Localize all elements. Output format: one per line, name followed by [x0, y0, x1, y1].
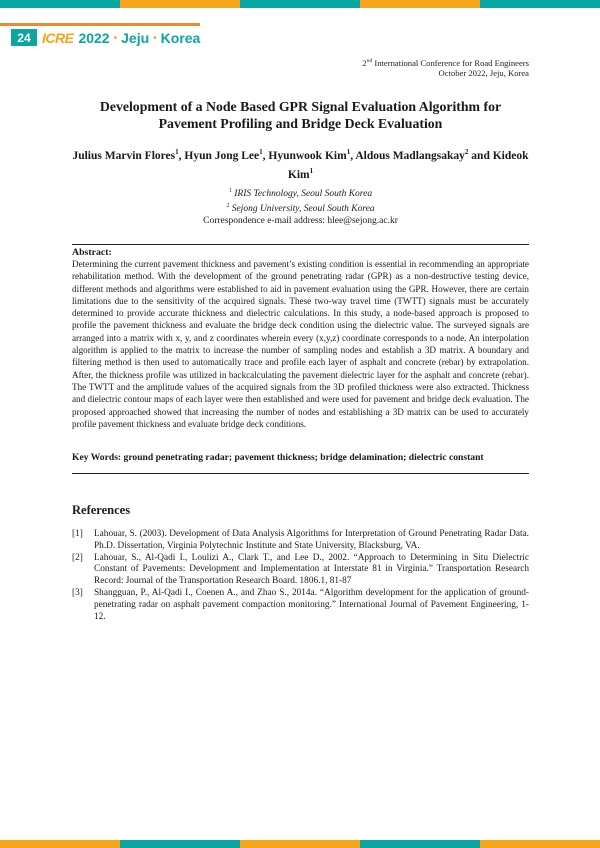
keywords: Key Words: ground penetrating radar; pavement thickness; bridge delamination; dielectric constant	[72, 452, 484, 463]
conference-date-place: October 2022, Jeju, Korea	[438, 68, 529, 79]
reference-item	[72, 529, 529, 553]
page-number: 24	[17, 30, 31, 45]
logo-year: 2022	[78, 30, 110, 46]
reference-text: Lahouar, S. (2003). Development of Data Analysis Algorithms for Interpretation of Ground Penetrating Radar Data. Ph.D. Dissertation, Virginia Polytechnic Institute and State University, Blacksburg, VA.	[94, 529, 529, 551]
reference-list	[72, 529, 529, 623]
affiliation: $^1$ IRIS Technology, Seoul South Korea	[228, 188, 373, 200]
header-accent-line	[0, 23, 200, 26]
keywords-bottom-rule	[72, 473, 529, 474]
reference-number: [1]	[72, 529, 83, 539]
author: Kideok Kim$^1$	[287, 149, 529, 182]
top-color-band	[0, 0, 600, 8]
reference-item	[72, 553, 529, 588]
abstract-heading: Abstract:	[72, 247, 112, 258]
references-heading: References	[72, 503, 131, 517]
author: Hyun Jong Lee$^1$,	[184, 148, 269, 162]
author-list	[72, 145, 529, 184]
affiliations	[72, 185, 529, 227]
conference-info	[362, 56, 529, 79]
author: Julius Marvin Flores$^1$,	[72, 148, 185, 162]
author: Aldous Madlangsakay$^2$ and	[355, 148, 493, 162]
reference-item	[72, 588, 529, 623]
author: Hyunwook Kim$^1$,	[268, 148, 356, 162]
logo-city: Jeju	[121, 30, 150, 46]
conference-logo	[42, 29, 200, 47]
abstract-text: Determining the current pavement thickness and pavement’s existing condition is essential in recommending an appropriate rehabilitation method. With the development of the ground penetrating radar (GPR) as a non-destructive testing device, different methods and algorithms were established to aid in pavement evaluation using the GPR. However, there are certain limitations due to the sensitivity of the acquired signals. These two-way travel time (TWTT) signals must be accurately determined to provide accurate thickness and dielectric calculations. In this study, a node-based approach is proposed to profile the pavement thickness and evaluate the bridge deck condition using the dielectric value. The surveyed signals are arranged into a matrix with x, y, and z coordinates wherein every (x,y,z) coordinate corresponds to a node. An interpolation algorithm is applied to the matrix to increase the number of sampling nodes and establish a 3D matrix. A boundary and filtering method is then used to automatically trace and profile each layer of asphalt and concrete (rebar) by extrapolation. After, the thickness profile was utilized in backcalculating the pavement dielectric layer for the asphalt and concrete (rebar). The TWTT and the amplitude values of the acquired signals from the 3D profiled thickness were also extracted. Thickness and dielectric contour maps of each layer were then established and were used for pavement and bridge deck evaluation. The proposed approached showed that increasing the number of nodes and establishing a 3D matrix can be used to accurately profile pavement thickness and evaluate bridge deck conditions.	[72, 259, 529, 429]
reference-text: Lahouar, S., Al-Qadi I., Loulizi A., Clark T., and Lee D., 2002. “Approach to Determining in Situ Dielectric Constant of Pavements: Development and Implementation at Interstate 81 in Virginia.” Transportation Research Record: Journal of the Transportation Research Board. 1806.1, 81-87	[94, 552, 529, 587]
bottom-color-band	[0, 840, 600, 848]
affiliation: $^2$ Sejong University, Seoul South Korea	[226, 203, 375, 215]
reference-number: [3]	[72, 587, 83, 598]
abstract-top-rule	[72, 244, 529, 245]
reference-number: [2]	[72, 552, 83, 563]
conference-name: 2nd International Conference for Road Engineers	[362, 57, 529, 68]
reference-text: Shangguan, P., Al-Qadi I., Coenen A., and Zhao S., 2014a. “Algorithm development for the application of ground-penetrating radar on asphalt pavement compaction monitoring.” International Journal of Pavement Engineering, 1-12.	[94, 587, 529, 622]
paper-title: Development of a Node Based GPR Signal Evaluation Algorithm for Pavement Profiling and Bridge Deck Evaluation	[99, 99, 502, 131]
logo-wordmark: ICRE	[42, 30, 74, 46]
page-number-badge	[11, 29, 37, 46]
logo-country: Korea	[160, 30, 201, 46]
logo-separator: •	[153, 32, 157, 44]
logo-separator: •	[113, 32, 118, 44]
correspondence-email: Correspondence e-mail address: hlee@sejong.ac.kr	[203, 216, 398, 227]
